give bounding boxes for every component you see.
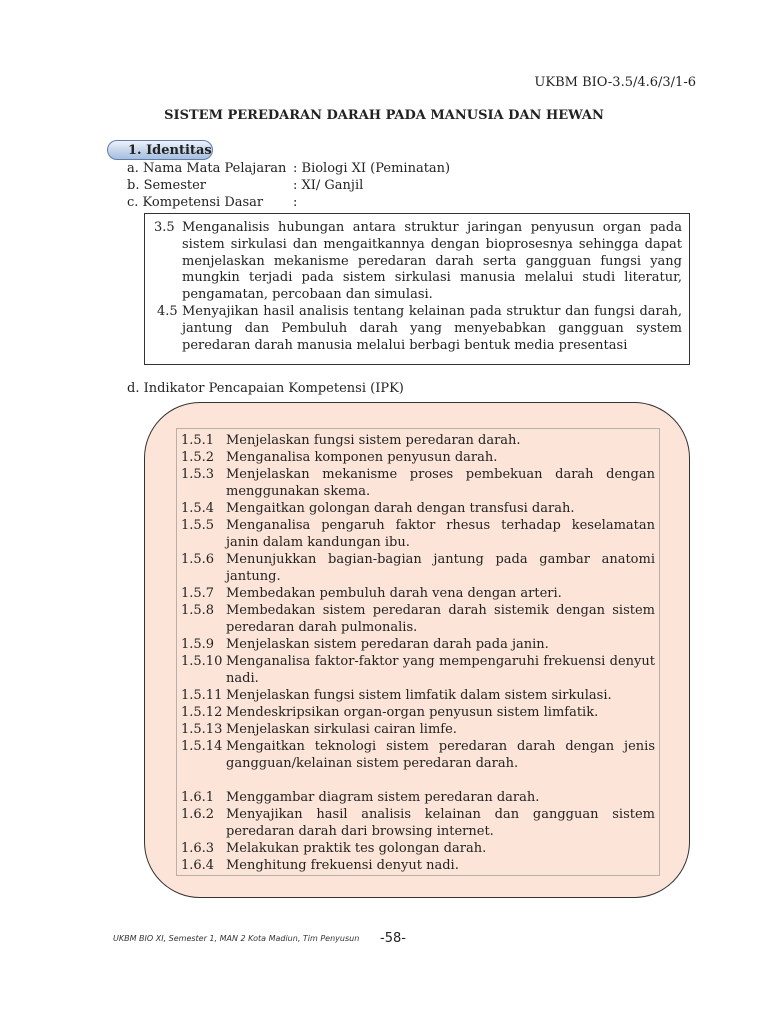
- ipk-number: 1.5.8: [181, 603, 215, 618]
- ipk-text: Menjelaskan mekanisme proses pembekuan darah dengan menggunakan skema.: [226, 467, 655, 499]
- identitas-value: :: [293, 195, 298, 210]
- ipk-heading: d. Indikator Pencapaian Kompetensi (IPK): [127, 381, 404, 396]
- ipk-number: 1.5.14: [181, 739, 223, 754]
- ipk-item: [181, 551, 655, 585]
- identitas-row-subject: [127, 160, 450, 177]
- ipk-item: [181, 466, 655, 500]
- ipk-number: 1.6.2: [181, 807, 215, 822]
- ipk-text: Menjelaskan sirkulasi cairan limfe.: [226, 722, 457, 737]
- ipk-number: 1.5.5: [181, 518, 215, 533]
- ipk-item: [181, 636, 655, 653]
- kompetensi-number: 3.5: [154, 220, 175, 235]
- ipk-item: [181, 687, 655, 704]
- ipk-number: 1.5.2: [181, 450, 215, 465]
- footer-text: UKBM BIO XI, Semester 1, MAN 2 Kota Madiun, Tim Penyusun: [113, 934, 360, 943]
- identitas-label: c. Kompetensi Dasar: [127, 195, 264, 210]
- page-title: SISTEM PEREDARAN DARAH PADA MANUSIA DAN HEWAN: [164, 108, 604, 123]
- ipk-number: 1.5.7: [181, 586, 215, 601]
- ipk-number: 1.5.6: [181, 552, 215, 567]
- identitas-value: : Biologi XI (Peminatan): [293, 161, 451, 176]
- identitas-row-kompetensi: [127, 194, 450, 211]
- ipk-number: 1.6.4: [181, 858, 215, 873]
- ipk-text: Menjelaskan fungsi sistem peredaran darah.: [226, 433, 521, 448]
- ipk-item: [181, 806, 655, 840]
- ipk-text: Menganalisa komponen penyusun darah.: [226, 450, 498, 465]
- ipk-item: [181, 585, 655, 602]
- ipk-item: [181, 704, 655, 721]
- ipk-text: Menghitung frekuensi denyut nadi.: [226, 858, 459, 873]
- ipk-text: Menjelaskan fungsi sistem limfatik dalam sistem sirkulasi.: [226, 688, 612, 703]
- ipk-item: [181, 840, 655, 857]
- identitas-row-semester: [127, 177, 450, 194]
- ipk-spacer: [181, 772, 655, 789]
- identitas-list: [127, 160, 450, 211]
- ipk-item: [181, 449, 655, 466]
- ipk-item: [181, 738, 655, 772]
- kompetensi-text: Menyajikan hasil analisis tentang kelainan pada struktur dan fungsi darah, jantung dan Pembuluh darah yang menyebabkan gangguan system peredaran darah manusia melalui berbagi bentuk media presentasi: [182, 303, 682, 353]
- ipk-list: [176, 428, 660, 876]
- ipk-item: [181, 432, 655, 449]
- ipk-group-1-5: [181, 432, 655, 772]
- ipk-item: [181, 500, 655, 517]
- kompetensi-text: Menganalisis hubungan antara struktur jaringan penyusun organ pada sistem sirkulasi dan mengaitkannya dengan bioprosesnya sehingga dapat menjelaskan mekanisme peredaran darah serta gangguan fungsi yang mungkin terjadi pada sistem sirkulasi manusia melalui studi literatur, pengamatan, percobaan dan simulasi.: [182, 220, 682, 303]
- section-badge-identitas: 1. Identitas: [107, 140, 213, 160]
- ipk-text: Mengaitkan teknologi sistem peredaran darah dengan jenis gangguan/kelainan sistem peredaran darah.: [226, 739, 655, 771]
- kompetensi-item: [154, 220, 682, 304]
- ipk-number: 1.5.1: [181, 433, 215, 448]
- identitas-label: b. Semester: [127, 178, 207, 193]
- ipk-group-1-6: [181, 789, 655, 874]
- ipk-number: 1.5.3: [181, 467, 215, 482]
- ipk-number: 1.6.1: [181, 790, 215, 805]
- ipk-number: 1.5.13: [181, 722, 223, 737]
- ipk-text: Menggambar diagram sistem peredaran darah.: [226, 790, 540, 805]
- ipk-number: 1.5.9: [181, 637, 215, 652]
- ipk-item: [181, 517, 655, 551]
- kompetensi-item: [154, 304, 682, 354]
- ipk-text: Mengaitkan golongan darah dengan transfusi darah.: [226, 501, 575, 516]
- kompetensi-number: 4.5: [157, 303, 178, 319]
- ipk-item: [181, 857, 655, 874]
- document-code: UKBM BIO-3.5/4.6/3/1-6: [534, 75, 696, 90]
- ipk-number: 1.5.10: [181, 654, 223, 669]
- page-number: -58-: [380, 931, 406, 946]
- ipk-text: Membedakan sistem peredaran darah sistemik dengan sistem peredaran darah pulmonalis.: [226, 603, 655, 635]
- ipk-text: Menganalisa pengaruh faktor rhesus terhadap keselamatan janin dalam kandungan ibu.: [226, 518, 655, 550]
- ipk-number: 1.5.4: [181, 501, 215, 516]
- ipk-text: Menganalisa faktor-faktor yang mempengaruhi frekuensi denyut nadi.: [226, 654, 655, 686]
- ipk-number: 1.5.12: [181, 705, 223, 720]
- ipk-item: [181, 653, 655, 687]
- ipk-text: Melakukan praktik tes golongan darah.: [226, 841, 487, 856]
- ipk-number: 1.5.11: [181, 688, 223, 703]
- identitas-label: a. Nama Mata Pelajaran: [127, 161, 287, 176]
- ipk-text: Menunjukkan bagian-bagian jantung pada gambar anatomi jantung.: [226, 552, 655, 584]
- ipk-text: Menyajikan hasil analisis kelainan dan gangguan sistem peredaran darah dari browsing internet.: [226, 807, 655, 839]
- ipk-text: Menjelaskan sistem peredaran darah pada janin.: [226, 637, 549, 652]
- ipk-text: Mendeskripsikan organ-organ penyusun sistem limfatik.: [226, 705, 599, 720]
- identitas-value: : XI/ Ganjil: [293, 178, 364, 193]
- ipk-item: [181, 789, 655, 806]
- ipk-text: Membedakan pembuluh darah vena dengan arteri.: [226, 586, 562, 601]
- kompetensi-dasar-box: [144, 213, 690, 365]
- ipk-number: 1.6.3: [181, 841, 215, 856]
- ipk-item: [181, 721, 655, 738]
- ipk-item: [181, 602, 655, 636]
